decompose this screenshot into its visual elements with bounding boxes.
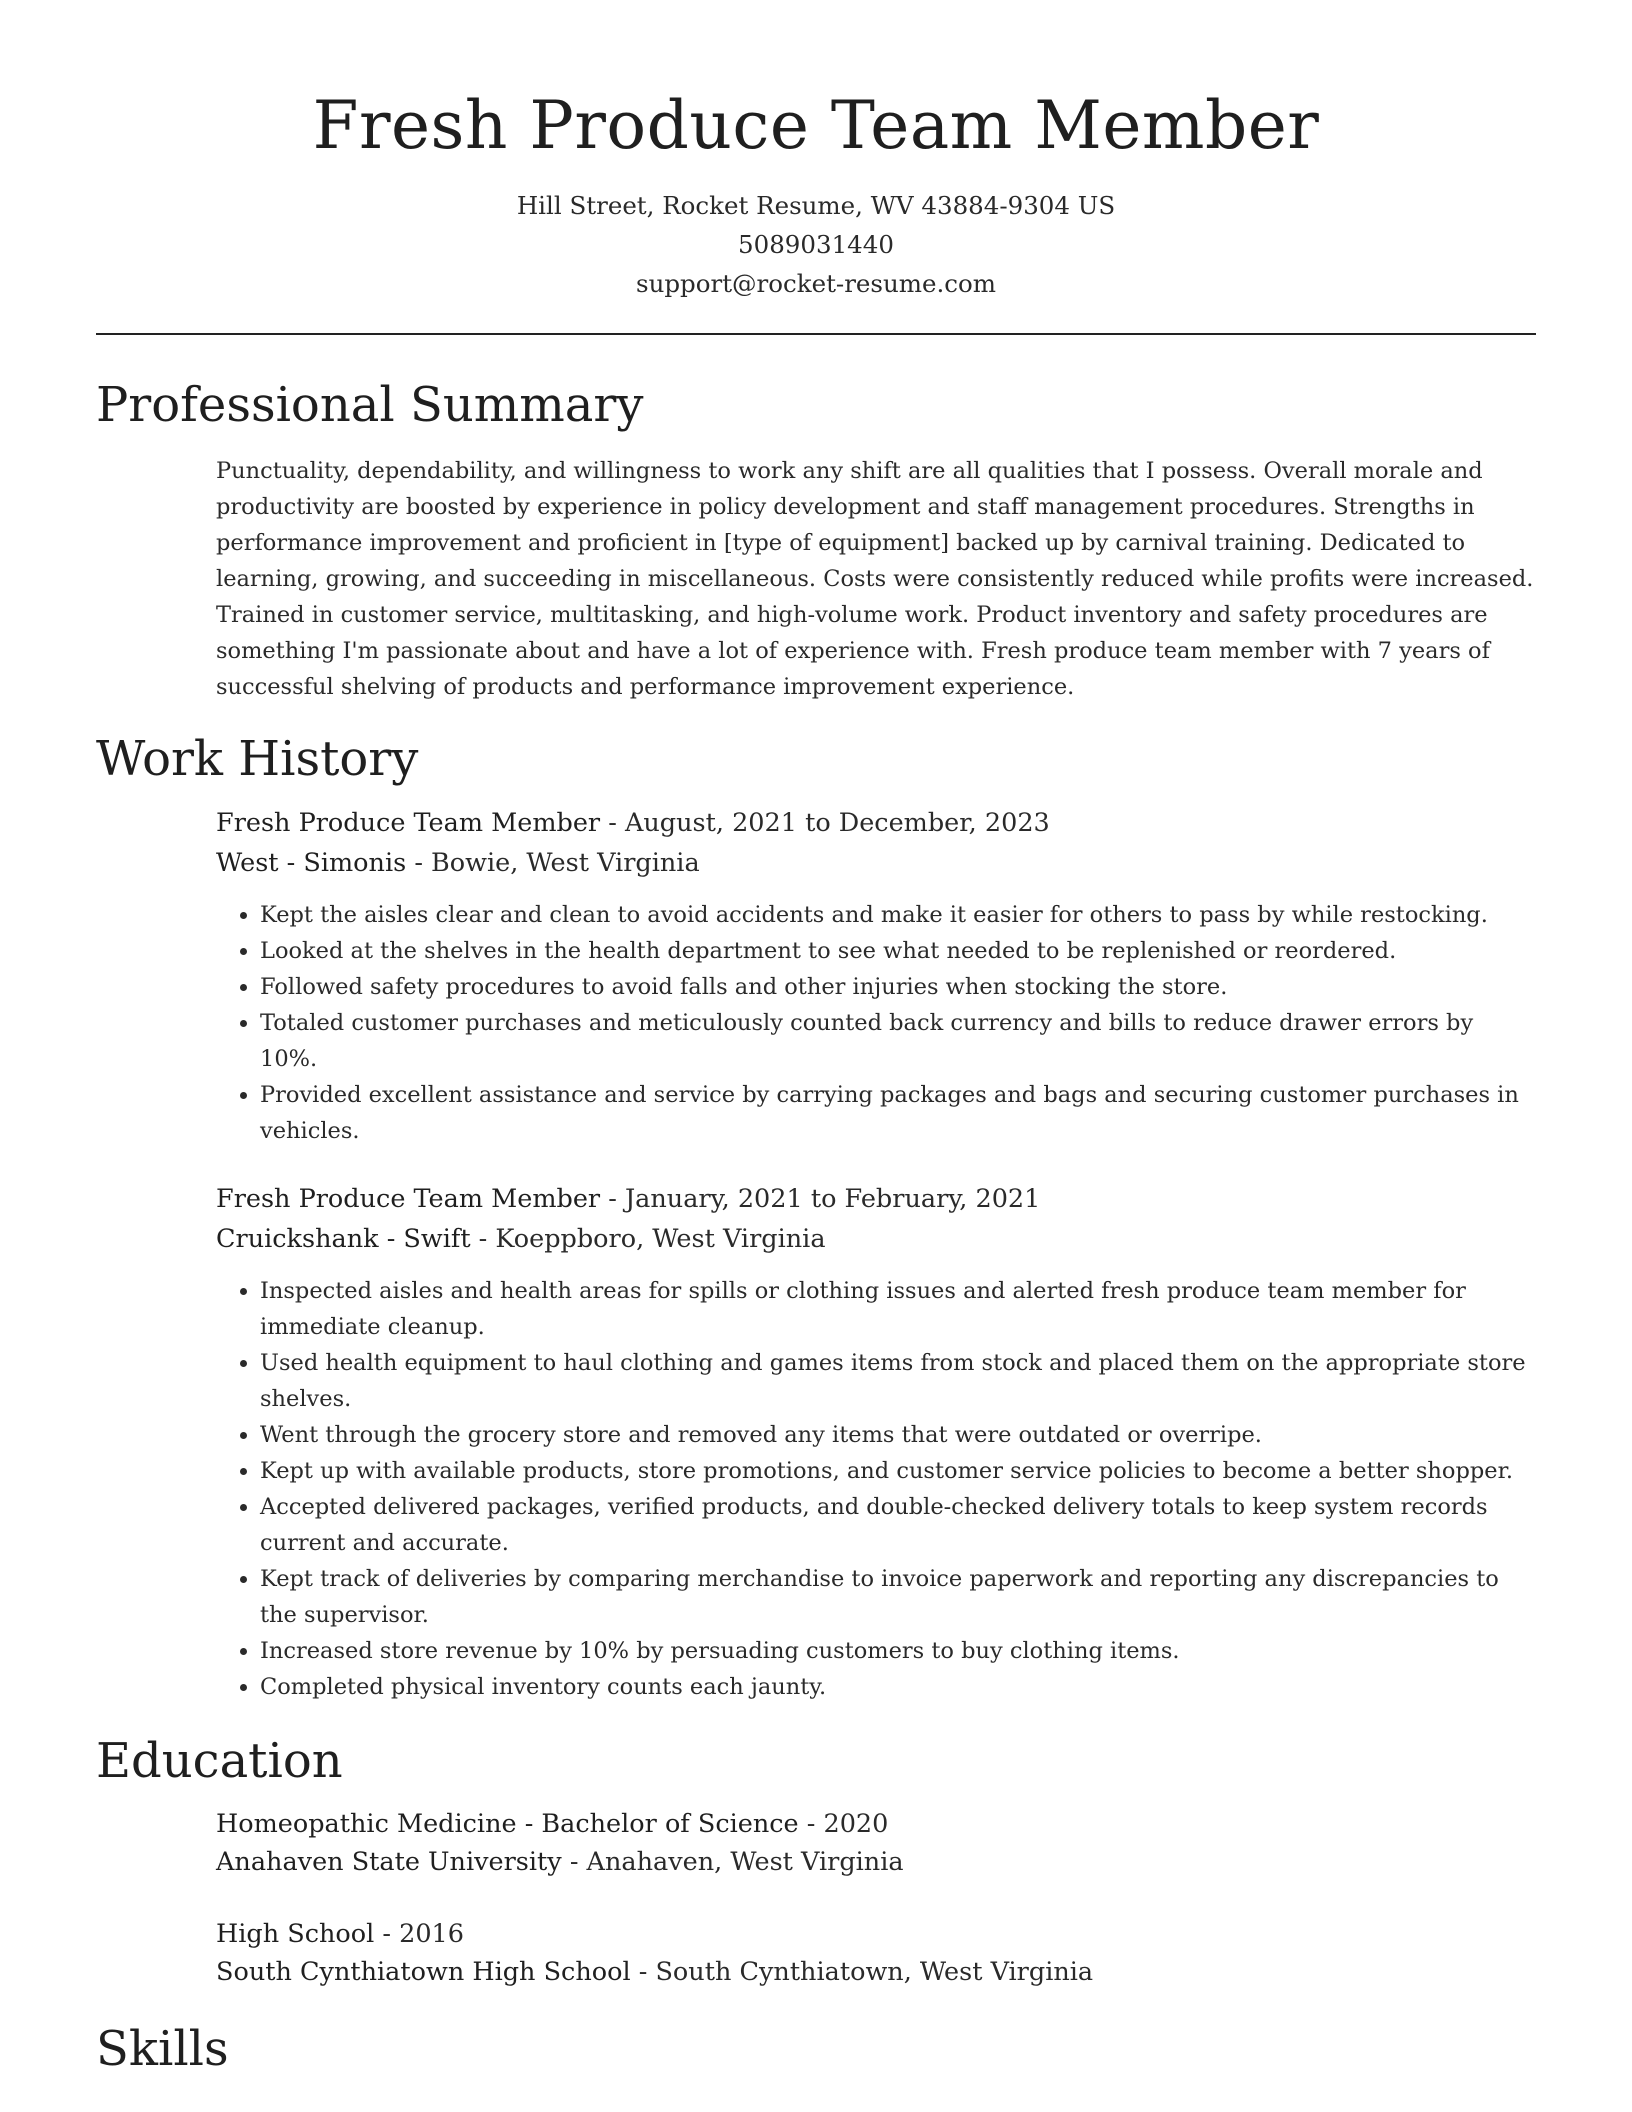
- list-item: • Inspected aisles and health areas for spills or clothing issues and alerted fresh produce team member for immediate cleanup.: [260, 1273, 1536, 1345]
- list-item: • Provided excellent assistance and service by carrying packages and bags and securing customer purchases in vehicles.: [260, 1077, 1536, 1149]
- list-item: • Kept the aisles clear and clean to avoid accidents and make it easier for others to pass by while restocking.: [260, 897, 1536, 933]
- skills-heading: Skills: [96, 2021, 229, 2077]
- education-school: South Cynthiatown High School: [216, 1957, 631, 1987]
- job-location: Koeppboro, West Virginia: [495, 1224, 826, 1254]
- job-org-line: [216, 1219, 1536, 1259]
- contact-block: [96, 186, 1536, 303]
- summary-section: [96, 375, 1536, 705]
- education-section: [96, 1731, 1536, 1991]
- education-location: Anahaven, West Virginia: [586, 1847, 904, 1877]
- contact-address: Hill Street, Rocket Resume, WV 43884-9304 US: [516, 191, 1116, 220]
- job-bullets: [216, 897, 1536, 1149]
- education-degree-line: [216, 1915, 1536, 1953]
- education-entry: [96, 1915, 1536, 1991]
- list-item: • Kept track of deliveries by comparing merchandise to invoice paperwork and reporting any discrepancies to the supervisor.: [260, 1561, 1536, 1633]
- separator: -: [798, 1809, 824, 1839]
- separator: -: [600, 808, 625, 838]
- job-title-line: [216, 1179, 1536, 1219]
- list-item: • Kept up with available products, store promotions, and customer service policies to become a better shopper.: [260, 1453, 1536, 1489]
- education-year: 2016: [399, 1919, 465, 1949]
- separator: -: [561, 1847, 587, 1877]
- summary-text: Punctuality, dependability, and willingness to work any shift are all qualities that I possess. Overall morale and productivity are boosted by experience in policy development and staff management procedures. Strengths in performance improvement and proficient in [type of equipment] backed up by carnival training. Dedicated to learning, growing, and succeeding in miscellaneous. Costs were consistently reduced while profits were increased. Trained in customer service, multitasking, and high-volume work. Product inventory and safety procedures are something I'm passionate about and have a lot of experience with. Fresh produce team member with 7 years of successful shelving of products and performance improvement experience.: [216, 458, 1534, 700]
- job-dates: January, 2021 to February, 2021: [624, 1184, 1041, 1214]
- list-item: • Used health equipment to haul clothing and games items from stock and placed them on the appropriate store shelves.: [260, 1345, 1536, 1417]
- separator: -: [630, 1957, 656, 1987]
- education-heading: Education: [96, 1733, 343, 1789]
- summary-body: [96, 453, 1536, 705]
- job-role: Fresh Produce Team Member: [216, 1184, 601, 1214]
- job-title-line: [216, 803, 1536, 843]
- list-item: • Accepted delivered packages, verified products, and double-checked delivery totals to keep system records current and accurate.: [260, 1489, 1536, 1561]
- work-heading: Work History: [96, 731, 419, 787]
- job-company: West - Simonis: [216, 848, 407, 878]
- job-entry: [96, 1179, 1536, 1705]
- contact-email: support@rocket-resume.com: [636, 269, 996, 298]
- resume-name: Fresh Produce Team Member: [312, 87, 1320, 164]
- education-degree: Homeopathic Medicine - Bachelor of Science: [216, 1809, 799, 1839]
- job-role: Fresh Produce Team Member: [216, 808, 601, 838]
- list-item: • Completed physical inventory counts each jaunty.: [260, 1669, 1536, 1705]
- separator: -: [374, 1919, 400, 1949]
- separator: -: [600, 1184, 625, 1214]
- separator: -: [406, 848, 432, 878]
- job-entry: [96, 803, 1536, 1149]
- skills-section: [96, 2019, 1536, 2079]
- education-degree: High School: [216, 1919, 375, 1949]
- header-divider: [96, 333, 1536, 335]
- job-location: Bowie, West Virginia: [431, 848, 700, 878]
- job-dates: August, 2021 to December, 2023: [624, 808, 1050, 838]
- education-degree-line: [216, 1805, 1536, 1843]
- education-school: Anahaven State University: [216, 1847, 562, 1877]
- list-item: • Followed safety procedures to avoid falls and other injuries when stocking the store.: [260, 969, 1536, 1005]
- job-bullets: [216, 1273, 1536, 1705]
- education-location: South Cynthiatown, West Virginia: [655, 1957, 1094, 1987]
- education-school-line: [216, 1843, 1536, 1881]
- contact-phone: 5089031440: [738, 230, 894, 259]
- list-item: • Totaled customer purchases and meticulously counted back currency and bills to reduce drawer errors by 10%.: [260, 1005, 1536, 1077]
- education-year: 2020: [823, 1809, 889, 1839]
- summary-heading: Professional Summary: [96, 377, 644, 433]
- education-entry: [96, 1805, 1536, 1881]
- job-company: Cruickshank - Swift: [216, 1224, 471, 1254]
- work-section: [96, 729, 1536, 1705]
- separator: -: [470, 1224, 496, 1254]
- list-item: • Looked at the shelves in the health department to see what needed to be replenished or reordered.: [260, 933, 1536, 969]
- job-org-line: [216, 843, 1536, 883]
- list-item: • Went through the grocery store and removed any items that were outdated or overripe.: [260, 1417, 1536, 1453]
- education-school-line: [216, 1953, 1536, 1991]
- list-item: • Increased store revenue by 10% by persuading customers to buy clothing items.: [260, 1633, 1536, 1669]
